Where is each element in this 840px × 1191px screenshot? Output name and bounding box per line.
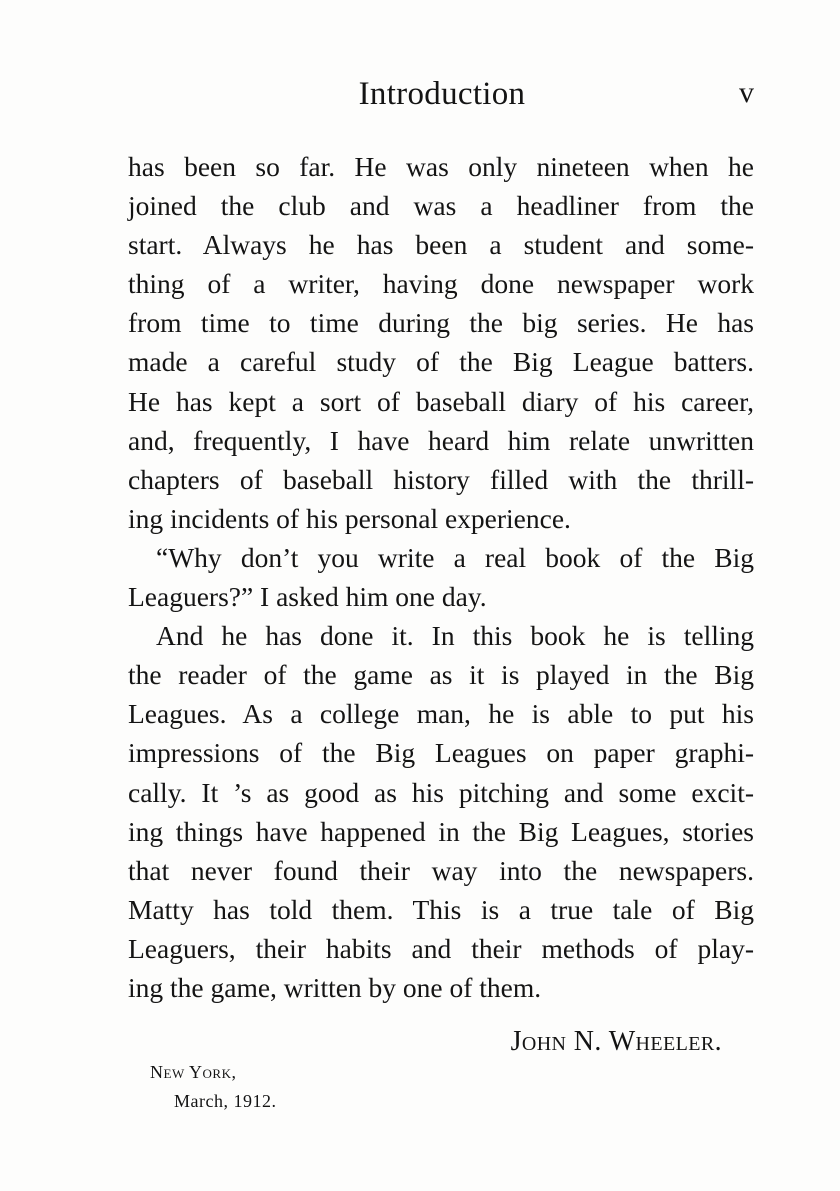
text-line: and, frequently, I have heard him relate unwritten bbox=[128, 424, 754, 456]
text-line: the reader of the game as it is played in the Big bbox=[128, 659, 754, 691]
running-title: Introduction bbox=[358, 76, 526, 112]
dateline-date: March, 1912. bbox=[174, 1091, 277, 1111]
dateline-place: New York, bbox=[150, 1062, 237, 1082]
text-line: ing the game, written by one of them. bbox=[128, 971, 542, 1003]
text-line: made a careful study of the Big League batters. bbox=[128, 346, 754, 378]
text-line: Matty has told them. This is a true tale of Big bbox=[128, 893, 754, 925]
text-line: Leaguers, their habits and their methods of play- bbox=[128, 932, 754, 964]
text-line: has been so far. He was only nineteen when he bbox=[128, 151, 754, 182]
text-line: ing things have happened in the Big Leagues, stories bbox=[128, 815, 754, 847]
text-line: ing incidents of his personal experience. bbox=[128, 502, 571, 534]
paragraph bbox=[128, 616, 754, 1007]
text-line: Leagues. As a college man, he is able to put his bbox=[128, 698, 754, 730]
text-line: cally. It ’s as good as his pitching and some excit- bbox=[128, 776, 754, 808]
text-line: thing of a writer, having done newspaper work bbox=[128, 268, 754, 300]
text-line: Leaguers?” I asked him one day. bbox=[128, 581, 487, 613]
running-head bbox=[128, 76, 756, 120]
text-line: “Why don’t you write a real book of the Big bbox=[156, 541, 754, 573]
paragraph bbox=[128, 147, 754, 538]
text-line: from time to time during the big series. He has bbox=[128, 307, 754, 339]
text-line: start. Always he has been a student and some- bbox=[128, 229, 754, 261]
paragraph bbox=[128, 538, 754, 616]
text-line: And he has done it. In this book he is telling bbox=[156, 620, 754, 652]
text-line: impressions of the Big Leagues on paper graphi- bbox=[128, 737, 754, 769]
author-signature: John N. Wheeler. bbox=[510, 1026, 722, 1057]
text-line: chapters of baseball history filled with the thrill- bbox=[128, 463, 754, 495]
text-line: that never found their way into the newspapers. bbox=[128, 854, 754, 886]
text-line: He has kept a sort of baseball diary of his career, bbox=[128, 385, 754, 417]
text-line: joined the club and was a headliner from the bbox=[128, 190, 754, 222]
page-number: v bbox=[739, 76, 754, 109]
body-text bbox=[128, 147, 754, 1007]
dateline bbox=[150, 1058, 276, 1116]
